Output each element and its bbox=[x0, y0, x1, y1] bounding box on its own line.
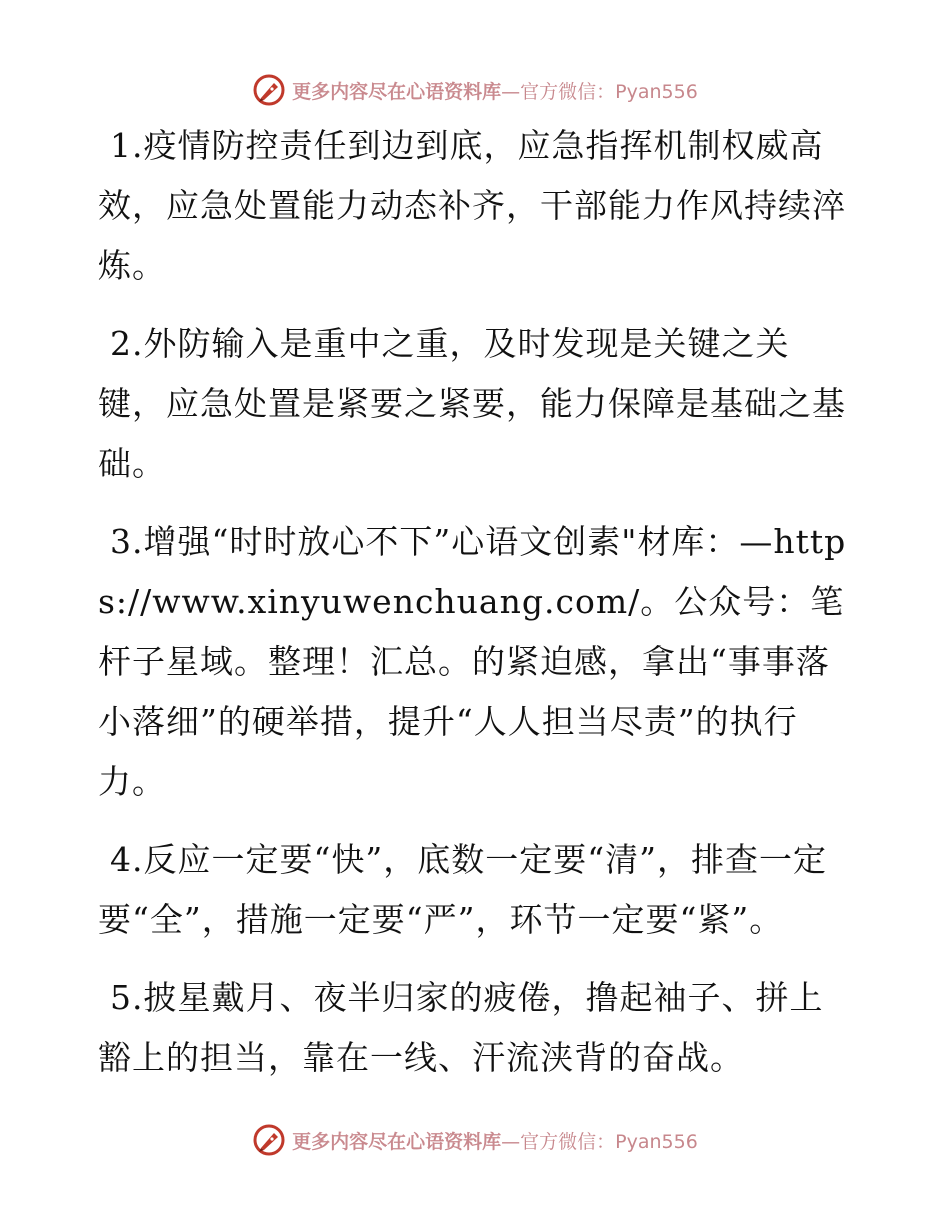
paragraph-1: 1.疫情防控责任到边到底，应急指挥机制权威高效，应急处置能力动态补齐，干部能力作风持续淬炼。 bbox=[98, 126, 846, 285]
pen-nib-logo-icon bbox=[252, 73, 286, 107]
footer-wechat-text: —官方微信：Pyan556 bbox=[501, 1130, 698, 1153]
footer-brand-title: 更多内容尽在心语资料库 bbox=[292, 1130, 502, 1153]
paragraph-4: 4.反应一定要“快”，底数一定要“清”，排查一定要“全”，措施一定要“严”，环节一定要“紧”。 bbox=[98, 840, 827, 939]
header-banner bbox=[0, 70, 950, 110]
header-brand-title: 更多内容尽在心语资料库 bbox=[292, 80, 502, 103]
paragraph-3: 3.增强“时时放心不下”心语文创素"材库：—https://www.xinyuwenchuang.com/。公众号：笔杆子星域。整理！汇总。的紧迫感，拿出“事事落小落细”的硬举措，提升“人人担当尽责”的执行力。 bbox=[98, 522, 847, 801]
document-body bbox=[98, 116, 850, 1106]
paragraph-5: 5.披星戴月、夜半归家的疲倦，撸起袖子、拼上豁上的担当，靠在一线、汗流浃背的奋战。 bbox=[98, 978, 824, 1077]
footer-brand-text bbox=[292, 1127, 698, 1154]
header-brand-text bbox=[292, 77, 698, 104]
pen-nib-logo-icon bbox=[252, 1123, 286, 1157]
header-wechat-text: —官方微信：Pyan556 bbox=[501, 80, 698, 103]
paragraph-2: 2.外防输入是重中之重，及时发现是关键之关键，应急处置是紧要之紧要，能力保障是基础之基础。 bbox=[98, 324, 846, 483]
footer-banner bbox=[0, 1120, 950, 1160]
